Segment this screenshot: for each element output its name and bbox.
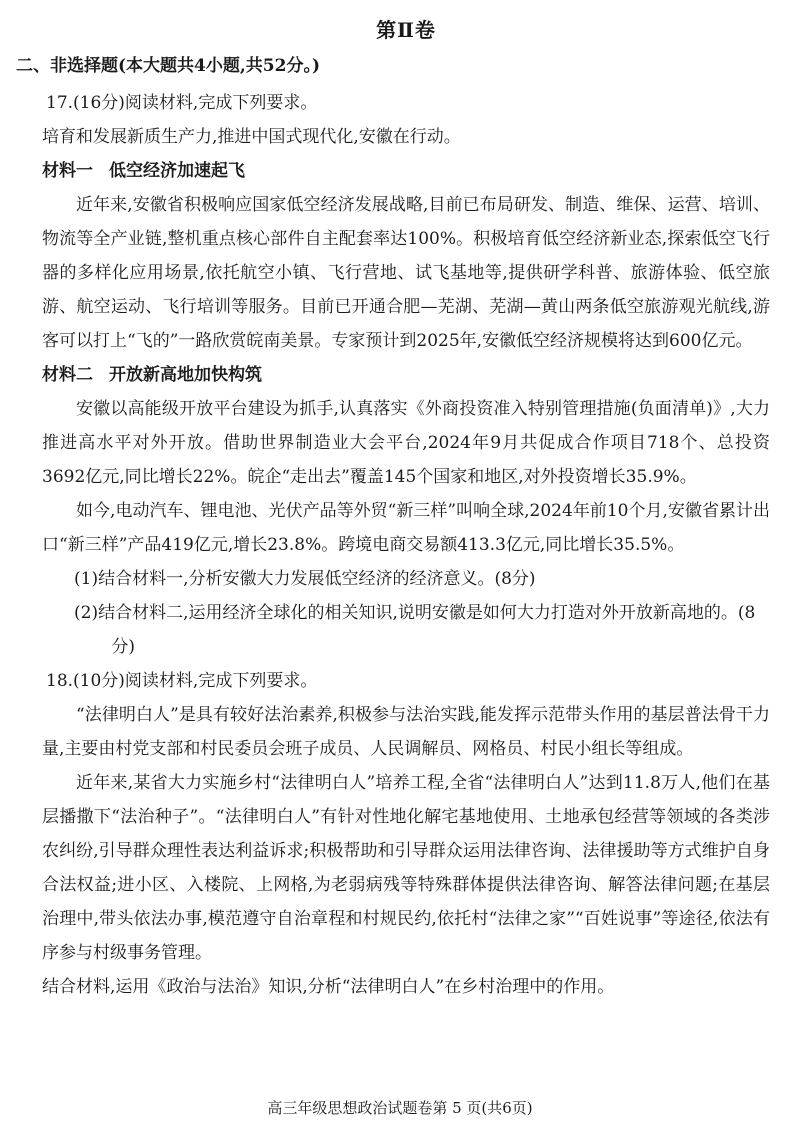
material-1-label: 材料一 <box>42 161 93 181</box>
material-2-paragraph-2: 如今,电动汽车、锂电池、光伏产品等外贸“新三样”叫响全球,2024年前10个月,安徽省累计出口“新三样”产品419亿元,增长23.8%。跨境电商交易额413.3亿元,同比增长35.5%。 <box>42 501 770 555</box>
material-1-title: 低空经济加速起飞 <box>109 161 245 181</box>
q18-task: 结合材料,运用《政治与法治》知识,分析“法律明白人”在乡村治理中的作用。 <box>42 977 615 997</box>
material-2-heading <box>42 358 770 392</box>
material-1-paragraph: 近年来,安徽省积极响应国家低空经济发展战略,目前已布局研发、制造、维保、运营、培训、物流等全产业链,整机重点核心部件自主配套率达100%。积极培育低空经济新业态,探索低空飞行器的多样化应用场景,依托航空小镇、飞行营地、试飞基地等,提供研学科普、旅游体验、低空旅游、航空运动、飞行培训等服务。目前已开通合肥—芜湖、芜湖—黄山两条低空旅游观光航线,游客可以打上“飞的”一路欣赏皖南美景。专家预计到2025年,安徽低空经济规模将达到600亿元。 <box>42 195 770 351</box>
q17-head: 17.(16分)阅读材料,完成下列要求。 <box>46 93 318 113</box>
material-2-title: 开放新高地加快构筑 <box>109 365 262 385</box>
q17-intro: 培育和发展新质生产力,推进中国式现代化,安徽在行动。 <box>42 127 461 147</box>
section-heading: 二、非选择题(本大题共4小题,共52分。) <box>16 56 320 76</box>
q17-subquestion-1: (1)结合材料一,分析安徽大力发展低空经济的经济意义。(8分) <box>74 569 536 589</box>
q17-subquestion-2: (2)结合材料二,运用经济全球化的相关知识,说明安徽是如何大力打造对外开放新高地的。(8分) <box>74 603 756 657</box>
page-footer: 高三年级思想政治试题卷第 5 页(共6页) <box>267 1099 533 1117</box>
material-2-paragraph-1: 安徽以高能级开放平台建设为抓手,认真落实《外商投资准入特别管理措施(负面清单)》,大力推进高水平对外开放。借助世界制造业大会平台,2024年9月共促成合作项目718个、总投资3692亿元,同比增长22%。皖企“走出去”覆盖145个国家和地区,对外投资增长35.9%。 <box>42 399 770 487</box>
q18-paragraph-1: “法律明白人”是具有较好法治素养,积极参与法治实践,能发挥示范带头作用的基层普法骨干力量,主要由村党支部和村民委员会班子成员、人民调解员、网格员、村民小组长等组成。 <box>42 705 770 759</box>
material-2-label: 材料二 <box>42 365 93 385</box>
material-1-heading <box>42 154 770 188</box>
question-18 <box>42 664 770 1004</box>
q18-paragraph-2: 近年来,某省大力实施乡村“法律明白人”培养工程,全省“法律明白人”达到11.8万人,他们在基层播撒下“法治种子”。“法律明白人”有针对性地化解宅基地使用、土地承包经营等领域的各类涉农纠纷,引导群众理性表达利益诉求;积极帮助和引导群众运用法律咨询、法律援助等方式维护自身合法权益;进小区、入楼院、上网格,为老弱病残等特殊群体提供法律咨询、解答法律问题;在基层治理中,带头依法办事,模范遵守自治章程和村规民约,依托村“法律之家”“百姓说事”等途径,依法有序参与村级事务管理。 <box>42 773 770 963</box>
question-17 <box>42 86 770 664</box>
q18-head: 18.(10分)阅读材料,完成下列要求。 <box>46 671 318 691</box>
volume-title: 第Ⅱ卷 <box>376 18 436 42</box>
